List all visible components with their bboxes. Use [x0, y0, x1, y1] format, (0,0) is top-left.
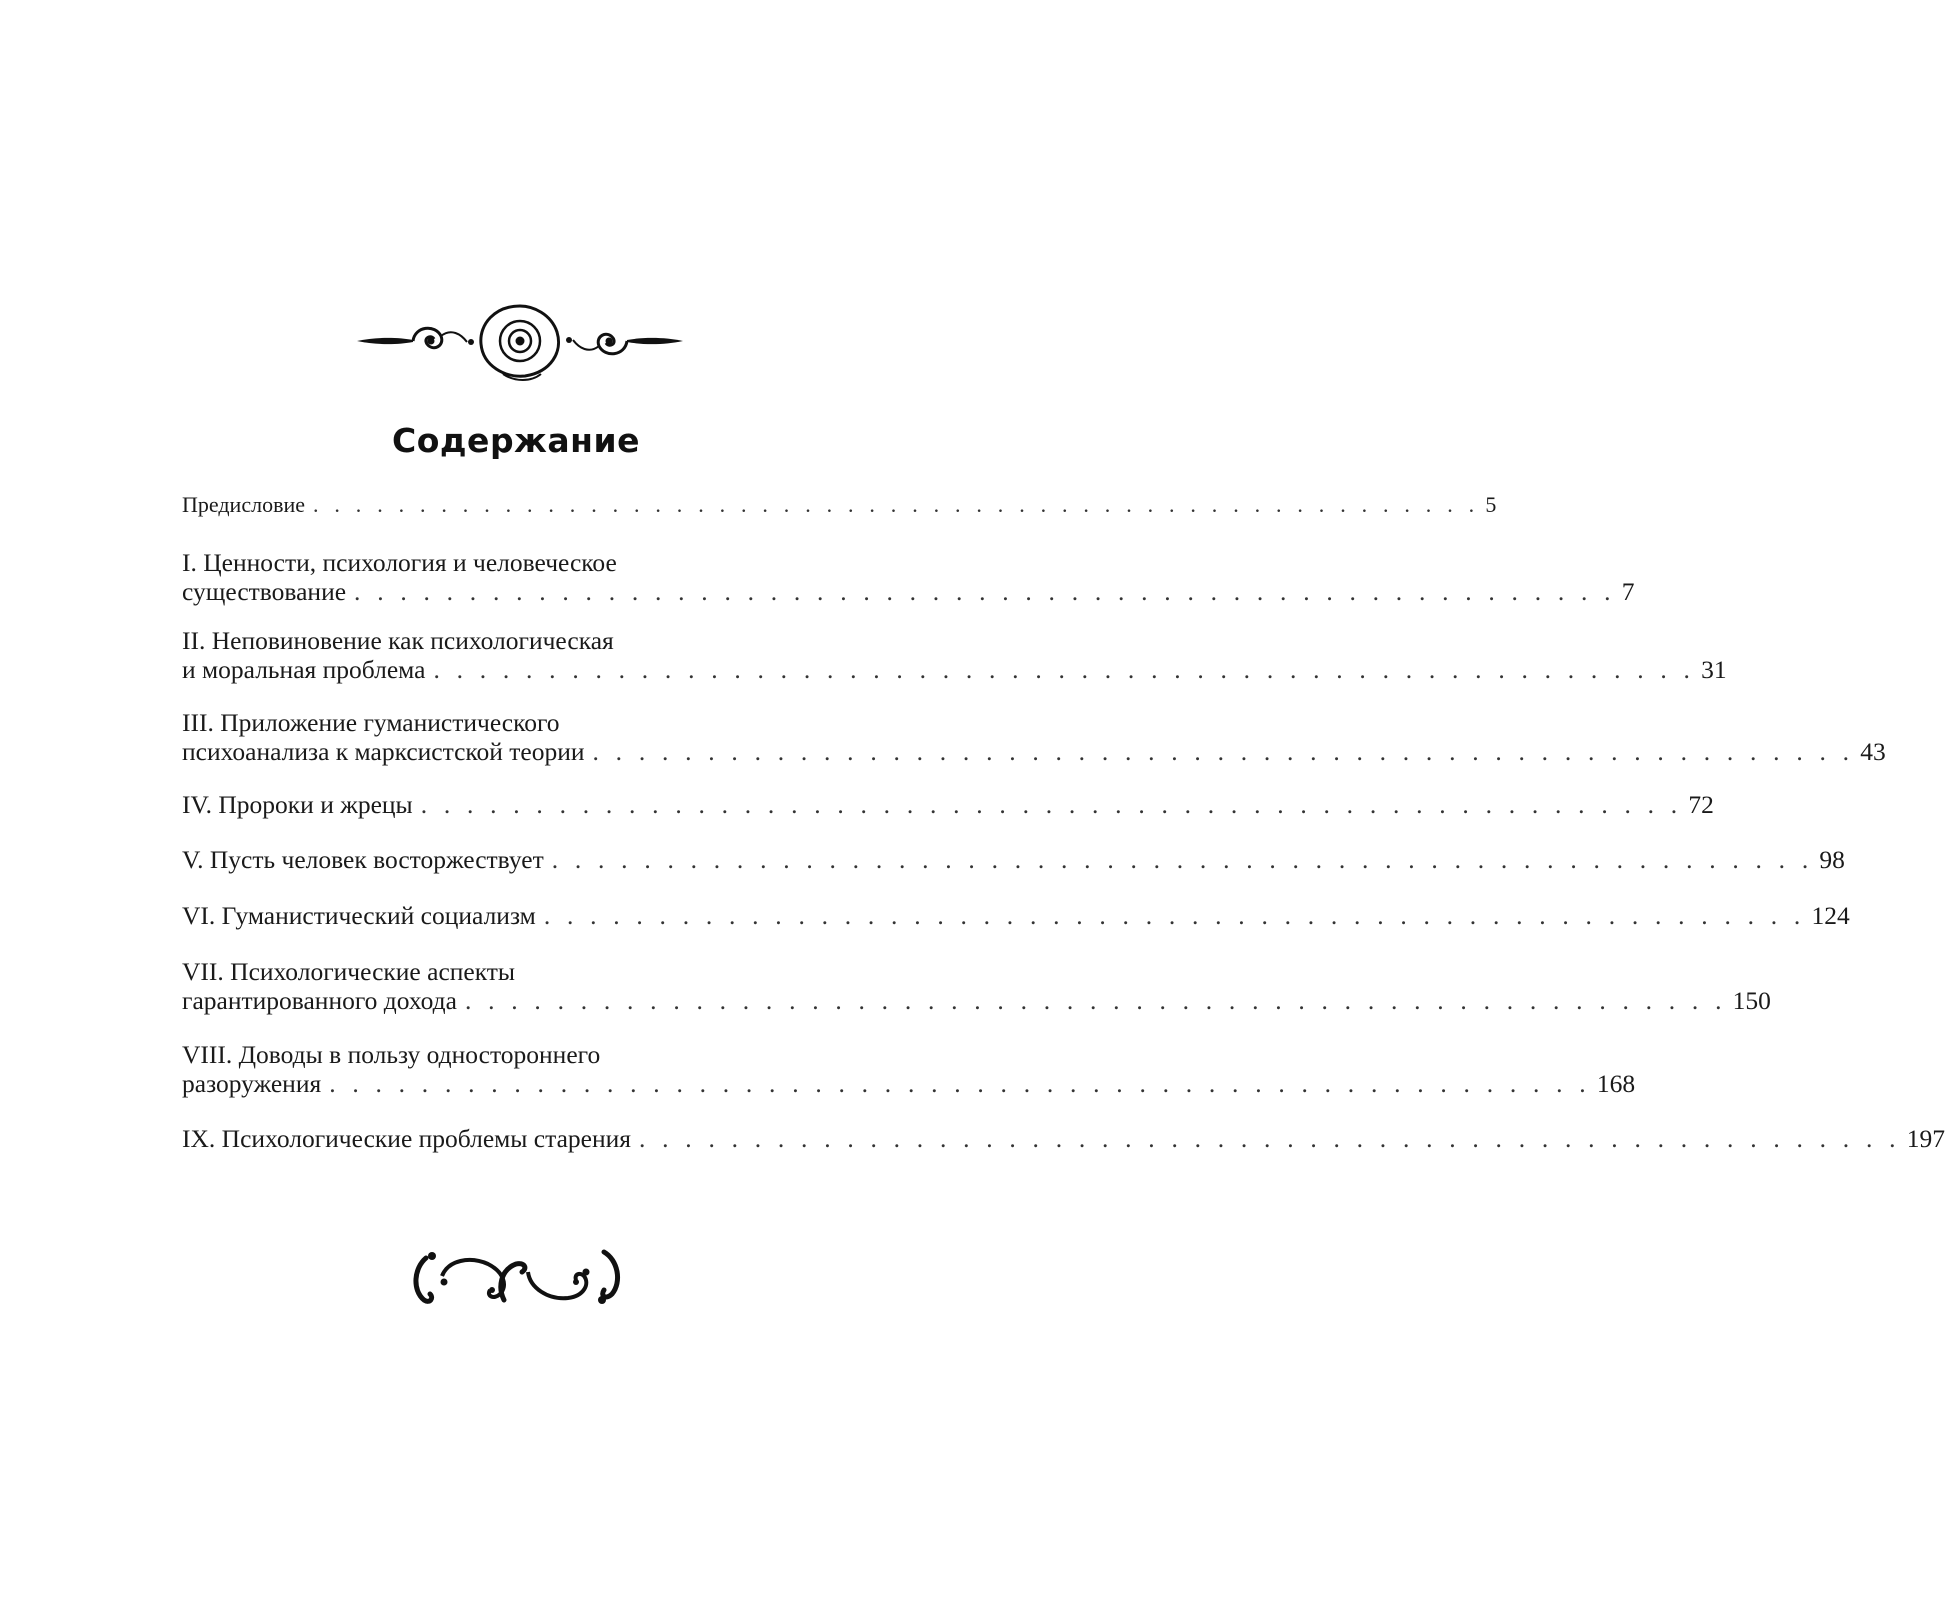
toc-entry-preface[interactable]	[182, 490, 1497, 519]
toc-entry-title: VI. Гуманистический социализм	[182, 901, 536, 930]
toc-entry-chapter-7[interactable]	[182, 957, 1771, 1015]
toc-entry-chapter-9[interactable]	[182, 1124, 1945, 1153]
toc-entry-chapter-3[interactable]	[182, 708, 1886, 766]
page-title: Содержание	[392, 421, 640, 460]
toc-entry-chapter-5[interactable]	[182, 845, 1845, 874]
toc-entry-title-cont: разоружения	[182, 1069, 322, 1098]
toc-entry-chapter-6[interactable]	[182, 901, 1850, 930]
dot-leader: . . . . . . . . . . . . . . . . . . . . . . . . . . . . . . . . . . . . . . . . . . . . . . . . . . . . . . .	[313, 492, 1480, 517]
toc-entry-chapter-1[interactable]	[182, 548, 1635, 606]
toc-page-number: 98	[1819, 845, 1845, 874]
toc-entry-chapter-4[interactable]	[182, 790, 1714, 819]
toc-entry-title-cont: существование	[182, 577, 347, 606]
toc-entry-chapter-8[interactable]	[182, 1040, 1636, 1098]
toc-page-number: 43	[1860, 737, 1886, 766]
toc-page-number: 150	[1732, 986, 1771, 1015]
dot-leader: . . . . . . . . . . . . . . . . . . . . . . . . . . . . . . . . . . . . . . . . . . . . . . . . . . . . . . .	[433, 655, 1696, 684]
dot-leader: . . . . . . . . . . . . . . . . . . . . . . . . . . . . . . . . . . . . . . . . . . . . . . . . . . . . . . .	[420, 790, 1683, 819]
toc-entry-chapter-2[interactable]	[182, 626, 1727, 684]
dot-leader: . . . . . . . . . . . . . . . . . . . . . . . . . . . . . . . . . . . . . . . . . . . . . . . . . . . . . . .	[464, 986, 1727, 1015]
ornament-scroll-icon	[408, 1242, 626, 1310]
toc-entry-title: I. Ценности, психология и человеческое	[182, 548, 617, 577]
dot-leader: . . . . . . . . . . . . . . . . . . . . . . . . . . . . . . . . . . . . . . . . . . . . . . . . . . . . . . .	[329, 1069, 1591, 1098]
dot-leader: . . . . . . . . . . . . . . . . . . . . . . . . . . . . . . . . . . . . . . . . . . . . . . . . . . . . . . .	[551, 845, 1814, 874]
toc-entry-title-cont: психоанализа к марксистской теории	[182, 737, 585, 766]
dot-leader: . . . . . . . . . . . . . . . . . . . . . . . . . . . . . . . . . . . . . . . . . . . . . . . . . . . . . . .	[543, 901, 1806, 930]
toc-entry-title: Предисловие	[182, 492, 305, 517]
toc-entry-title: VIII. Доводы в пользу одностороннего	[182, 1040, 601, 1069]
toc-entry-title: II. Неповиновение как психологическая	[182, 626, 614, 655]
toc-page-number: 31	[1701, 655, 1727, 684]
toc-page-number: 124	[1811, 901, 1850, 930]
toc-page-number: 197	[1906, 1124, 1945, 1153]
dot-leader: . . . . . . . . . . . . . . . . . . . . . . . . . . . . . . . . . . . . . . . . . . . . . . . . . . . . . . .	[639, 1124, 1901, 1153]
toc-page-number: 7	[1621, 577, 1635, 606]
toc-page-number: 5	[1485, 492, 1497, 517]
toc-entry-title: V. Пусть человек восторжествует	[182, 845, 544, 874]
toc-page-number: 168	[1596, 1069, 1636, 1098]
toc-entry-title: VII. Психологические аспекты	[182, 957, 516, 986]
toc-entry-title: IX. Психологические проблемы старения	[182, 1124, 631, 1153]
toc-entry-title: III. Приложение гуманистического	[182, 708, 560, 737]
toc-entry-title: IV. Пророки и жрецы	[182, 790, 413, 819]
toc-page-number: 72	[1688, 790, 1714, 819]
toc-entry-title-cont: гарантированного дохода	[182, 986, 457, 1015]
toc-entry-title-cont: и моральная проблема	[182, 655, 426, 684]
ornament-flourish-icon	[355, 296, 685, 382]
dot-leader: . . . . . . . . . . . . . . . . . . . . . . . . . . . . . . . . . . . . . . . . . . . . . . . . . . . . . . .	[354, 577, 1616, 606]
dot-leader: . . . . . . . . . . . . . . . . . . . . . . . . . . . . . . . . . . . . . . . . . . . . . . . . . . . . . . .	[592, 737, 1855, 766]
